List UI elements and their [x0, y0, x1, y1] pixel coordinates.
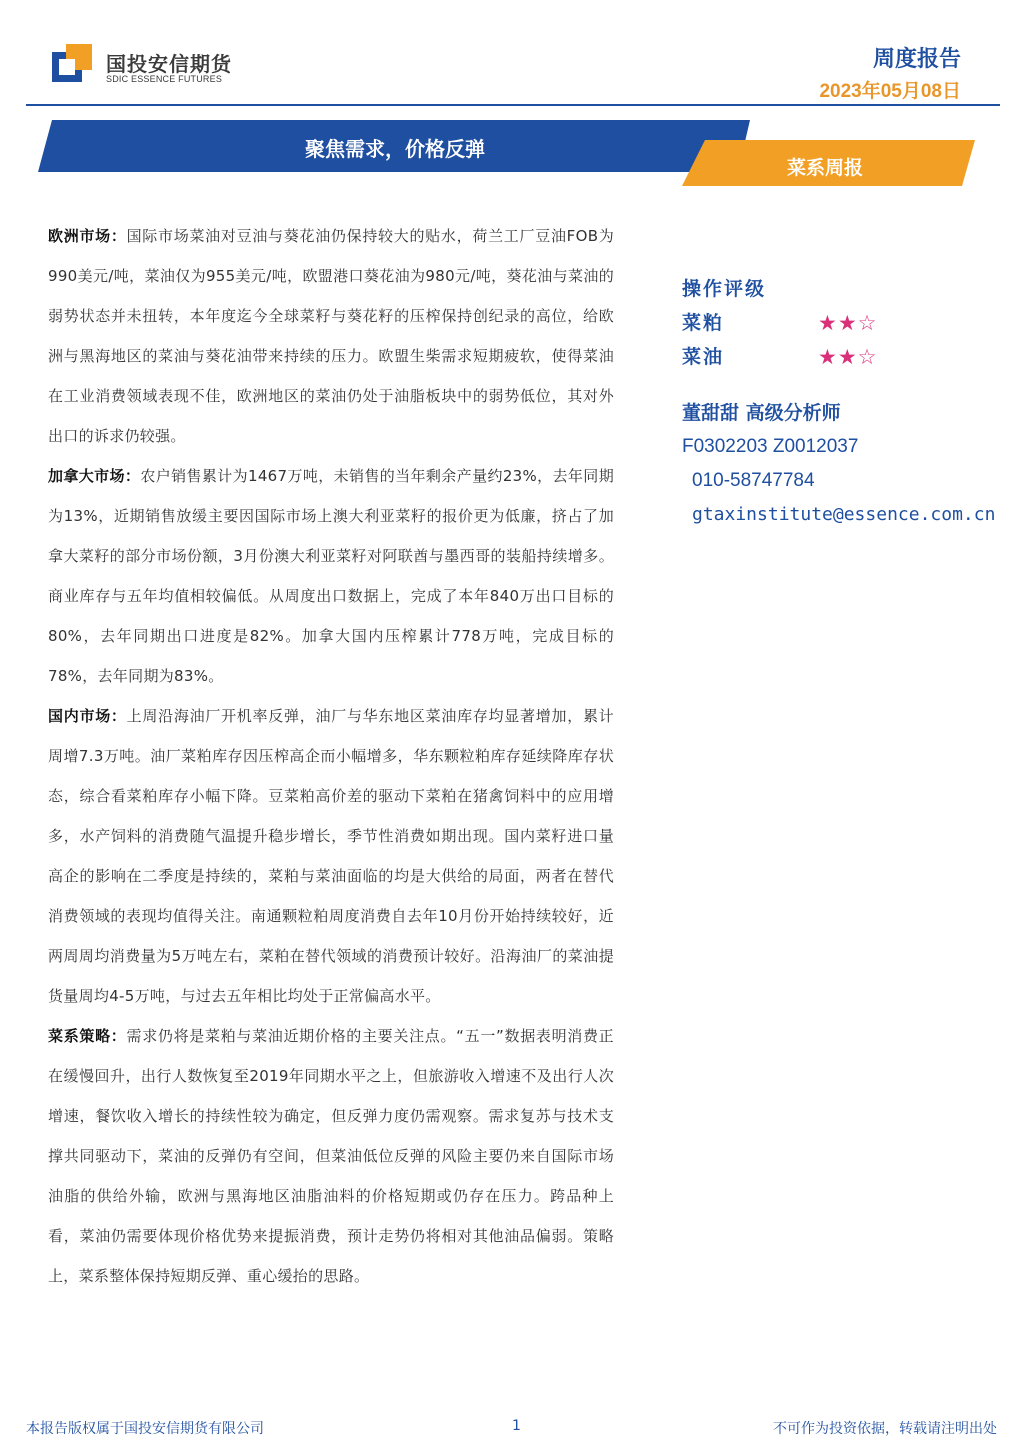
- sub-title: 菜系周报: [787, 157, 864, 179]
- paragraph-lead: 国内市场：: [48, 707, 127, 725]
- paragraph-text: 农户销售累计为1467万吨，未销售的当年剩余产量约23%，去年同期为13%，近期销售放缓主要因国际市场上澳大利亚菜籽的报价更为低廉，挤占了加拿大菜籽的部分市场份额，3月份澳大利亚菜籽对阿联酋与墨西哥的装船持续增多。商业库存与五年均值相较偏低。从周度出口数据上，完成了本年840万出口目标的80%，去年同期出口进度是82%。加拿大国内压榨累计778万吨，完成目标的78%，去年同期为83%。: [48, 467, 614, 685]
- logo-text-en: SDIC ESSENCE FUTURES: [106, 74, 223, 84]
- rating-row-oil: [682, 340, 1012, 374]
- logo-text-cn: 国投安信期货: [106, 52, 232, 76]
- paragraph-text: 上周沿海油厂开机率反弹，油厂与华东地区菜油库存均显著增加，累计周增7.3万吨。油厂菜粕库存因压榨高企而小幅增多，华东颗粒粕库存延续降库存状态，综合看菜粕库存小幅下降。豆菜粕高价差的驱动下菜粕在猪禽饲料中的应用增多，水产饲料的消费随气温提升稳步增长，季节性消费如期出现。国内菜籽进口量高企的影响在二季度是持续的，菜粕与菜油面临的均是大供给的局面，两者在替代消费领域的表现均值得关注。南通颗粒粕周度消费自去年10月份开始持续较好，近两周周均消费量为5万吨左右，菜粕在替代领域的消费预计较好。沿海油厂的菜油提货量周均4-5万吨，与过去五年相比均处于正常偏高水平。: [48, 707, 614, 1005]
- paragraph-lead: 菜系策略：: [48, 1027, 127, 1045]
- paragraph-lead: 加拿大市场：: [48, 467, 141, 485]
- title-band-shapes: [0, 118, 1025, 190]
- rating-row-meal: [682, 306, 1012, 340]
- analyst-email[interactable]: gtaxinstitute@essence.com.cn: [692, 504, 996, 525]
- paragraph-text: 国际市场菜油对豆油与葵花油仍保持较大的贴水，荷兰工厂豆油FOB为990美元/吨，菜油仅为955美元/吨，欧盟港口葵花油为980元/吨，葵花油与菜油的弱势状态并未扭转，本年度迄今全球菜籽与葵花籽的压榨保持创纪录的高位，给欧洲与黑海地区的菜油与葵花油带来持续的压力。欧盟生柴需求短期疲软，使得菜油在工业消费领域表现不佳，欧洲地区的菜油仍处于油脂板块中的弱势低位，其对外出口的诉求仍较强。: [48, 227, 614, 445]
- analyst-phone: 010-58747784: [692, 470, 815, 491]
- title-band: [0, 118, 1025, 190]
- analyst-name: 董甜甜 高级分析师: [682, 402, 841, 424]
- rating-stars-icon: ★★☆: [818, 311, 878, 335]
- main-title: 聚焦需求，价格反弹: [305, 137, 485, 161]
- analyst-license: F0302203 Z0012037: [682, 436, 859, 457]
- paragraph-strategy: [48, 1016, 614, 1296]
- paragraph-canada: [48, 456, 614, 696]
- sidebar: [682, 272, 1012, 532]
- footer-disclaimer: 不可作为投资依据，转载请注明出处: [773, 1421, 997, 1437]
- report-body: [48, 216, 614, 1296]
- rating-title: 操作评级: [682, 278, 767, 300]
- paragraph-text: 需求仍将是菜粕与菜油近期价格的主要关注点。“五一”数据表明消费正在缓慢回升，出行人数恢复至2019年同期水平之上，但旅游收入增速不及出行人次增速，餐饮收入增长的持续性较为确定，但反弹力度仍需观察。需求复苏与技术支撑共同驱动下，菜油的反弹仍有空间，但菜油低位反弹的风险主要仍来自国际市场油脂的供给外输，欧洲与黑海地区油脂油料的价格短期或仍存在压力。跨品种上看，菜油仍需要体现价格优势来提振消费，预计走势仍将相对其他油品偏弱。策略上，菜系整体保持短期反弹、重心缓抬的思路。: [48, 1027, 614, 1285]
- rating-name: 菜粕: [682, 312, 725, 334]
- rating-stars-icon: ★★☆: [818, 345, 878, 369]
- paragraph-lead: 欧洲市场：: [48, 227, 127, 245]
- report-type: 周度报告: [872, 47, 961, 72]
- footer-page-number: 1: [512, 1418, 521, 1434]
- logo-mark-icon: [52, 42, 94, 84]
- company-logo: [52, 42, 242, 92]
- paragraph-domestic: [48, 696, 614, 1016]
- footer-copyright: 本报告版权属于国投安信期货有限公司: [26, 1421, 264, 1437]
- report-date: 2023年05月08日: [819, 81, 961, 102]
- rating-name: 菜油: [682, 346, 725, 368]
- paragraph-europe: [48, 216, 614, 456]
- header-divider: [26, 104, 1000, 106]
